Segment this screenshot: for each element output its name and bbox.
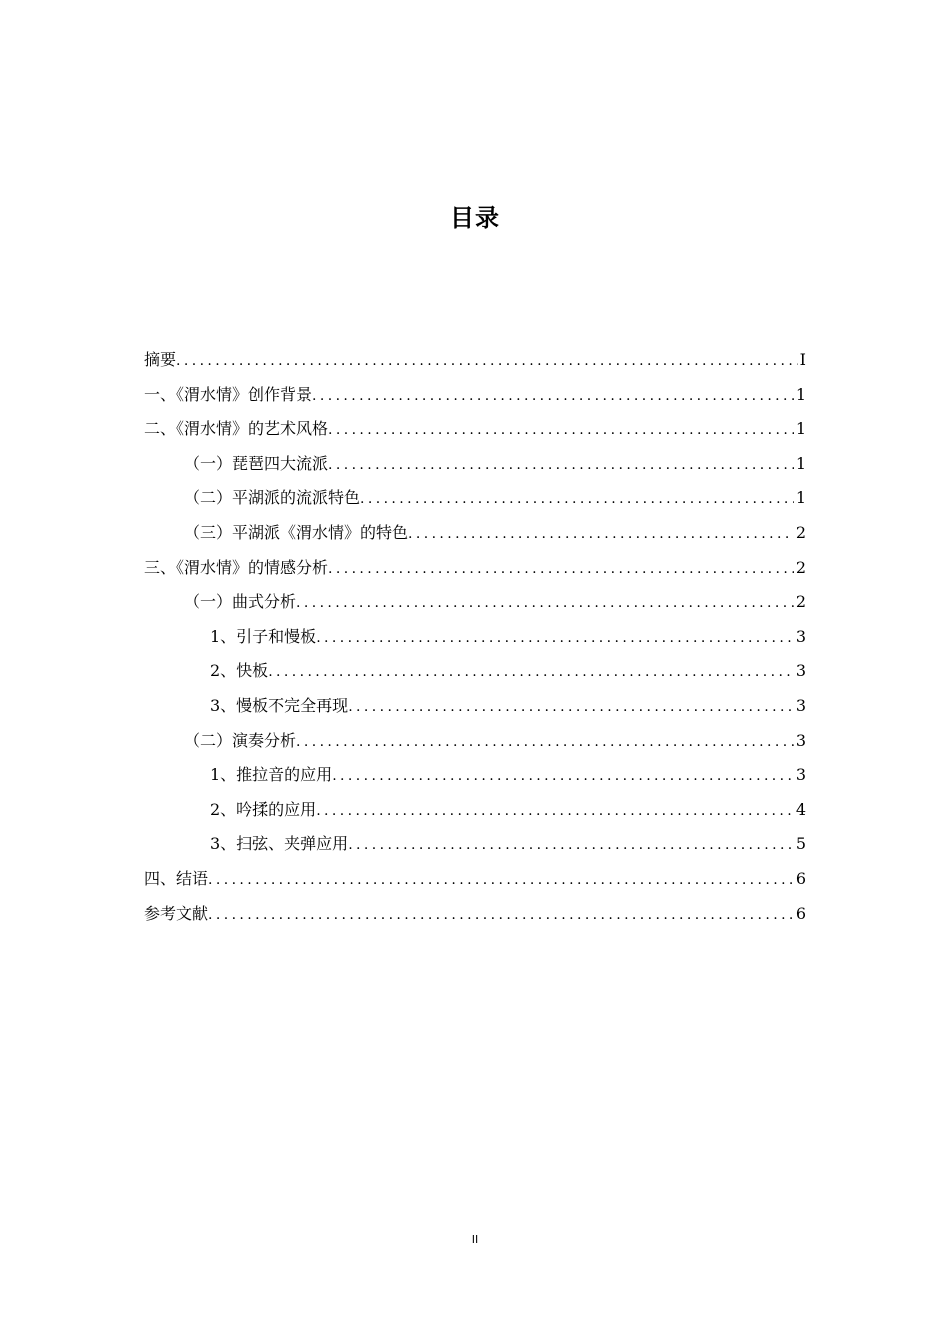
toc-dot-leader xyxy=(360,482,794,516)
toc-entry[interactable] xyxy=(144,862,806,897)
toc-entry-page: 3 xyxy=(795,626,806,646)
toc-entry[interactable] xyxy=(144,654,806,689)
toc-entry-label: （二）演奏分析 xyxy=(184,730,297,750)
toc-entry-page: 6 xyxy=(795,903,806,923)
toc-entry[interactable] xyxy=(144,447,806,482)
toc-dot-leader xyxy=(316,794,794,828)
toc-entry-page: 5 xyxy=(795,834,806,854)
toc-dot-leader xyxy=(316,621,794,655)
toc-entry-page: 4 xyxy=(795,799,806,819)
toc-entry[interactable] xyxy=(144,620,806,655)
toc-entry[interactable] xyxy=(144,516,806,551)
toc-entry[interactable] xyxy=(144,343,806,378)
toc-entry[interactable] xyxy=(144,378,806,413)
toc-dot-leader xyxy=(348,690,794,724)
toc-entry-label: 一、《渭水情》创作背景 xyxy=(144,384,313,404)
toc-dot-leader xyxy=(328,552,794,586)
toc-entry-label: 三、《渭水情》的情感分析 xyxy=(144,557,329,577)
toc-dot-leader xyxy=(312,379,794,413)
toc-entry-label: 摘要 xyxy=(144,350,177,369)
footer-page-number: II xyxy=(471,1233,479,1246)
toc-entry-label: 参考文献 xyxy=(144,903,209,923)
toc-entry[interactable] xyxy=(144,827,806,862)
toc-entry-page: 1 xyxy=(795,384,806,404)
toc-dot-leader xyxy=(208,863,794,897)
toc-entry[interactable] xyxy=(144,481,806,516)
toc-entry-page: 3 xyxy=(795,695,806,715)
toc-entry-page: 3 xyxy=(795,661,806,681)
toc-dot-leader xyxy=(176,344,798,378)
toc-entry[interactable] xyxy=(144,724,806,759)
page-title: 目录 xyxy=(450,204,500,232)
toc-entry-label: （一）琵琶四大流派 xyxy=(184,453,329,473)
toc-entry-label: （三）平湖派《渭水情》的特色 xyxy=(184,522,409,542)
toc-entry-page: 2 xyxy=(795,522,806,542)
toc-entry[interactable] xyxy=(144,585,806,620)
toc-dot-leader xyxy=(296,586,794,620)
toc-entry-page: 2 xyxy=(795,557,806,577)
toc-entry-label: （二）平湖派的流派特色 xyxy=(184,488,361,508)
toc-entry-label: 3、扫弦、夹弹应用 xyxy=(210,834,349,854)
toc-entry-label: 1、推拉音的应用 xyxy=(210,765,333,785)
toc-dot-leader xyxy=(332,759,794,793)
toc-entry[interactable] xyxy=(144,551,806,586)
toc-entry-page: 1 xyxy=(795,419,806,439)
toc-entry-page: 3 xyxy=(795,765,806,785)
toc-entry-label: 1、引子和慢板 xyxy=(210,626,317,646)
toc-entry-label: （一）曲式分析 xyxy=(184,592,297,612)
toc-dot-leader xyxy=(328,413,794,447)
toc-entry-page: 1 xyxy=(795,488,806,508)
toc-entry-label: 2、快板 xyxy=(210,661,269,681)
toc-entry[interactable] xyxy=(144,897,806,932)
toc-entry[interactable] xyxy=(144,689,806,724)
toc-dot-leader xyxy=(296,725,794,759)
toc-entry[interactable] xyxy=(144,793,806,828)
toc-entry-label: 四、结语 xyxy=(144,868,209,888)
toc-entry[interactable] xyxy=(144,412,806,447)
toc-entry-label: 3、慢板不完全再现 xyxy=(210,695,349,715)
toc-entry-label: 2、吟揉的应用 xyxy=(210,799,317,819)
toc-entry-page: 3 xyxy=(795,730,806,750)
toc-entry-label: 二、《渭水情》的艺术风格 xyxy=(144,419,329,439)
table-of-contents xyxy=(144,343,806,931)
toc-dot-leader xyxy=(328,448,794,482)
toc-entry-page: I xyxy=(799,350,806,369)
toc-dot-leader xyxy=(208,898,794,932)
toc-entry-page: 6 xyxy=(795,868,806,888)
toc-entry[interactable] xyxy=(144,758,806,793)
toc-dot-leader xyxy=(268,655,794,689)
toc-entry-page: 2 xyxy=(795,592,806,612)
toc-dot-leader xyxy=(348,828,794,862)
toc-dot-leader xyxy=(408,517,794,551)
toc-entry-page: 1 xyxy=(795,453,806,473)
